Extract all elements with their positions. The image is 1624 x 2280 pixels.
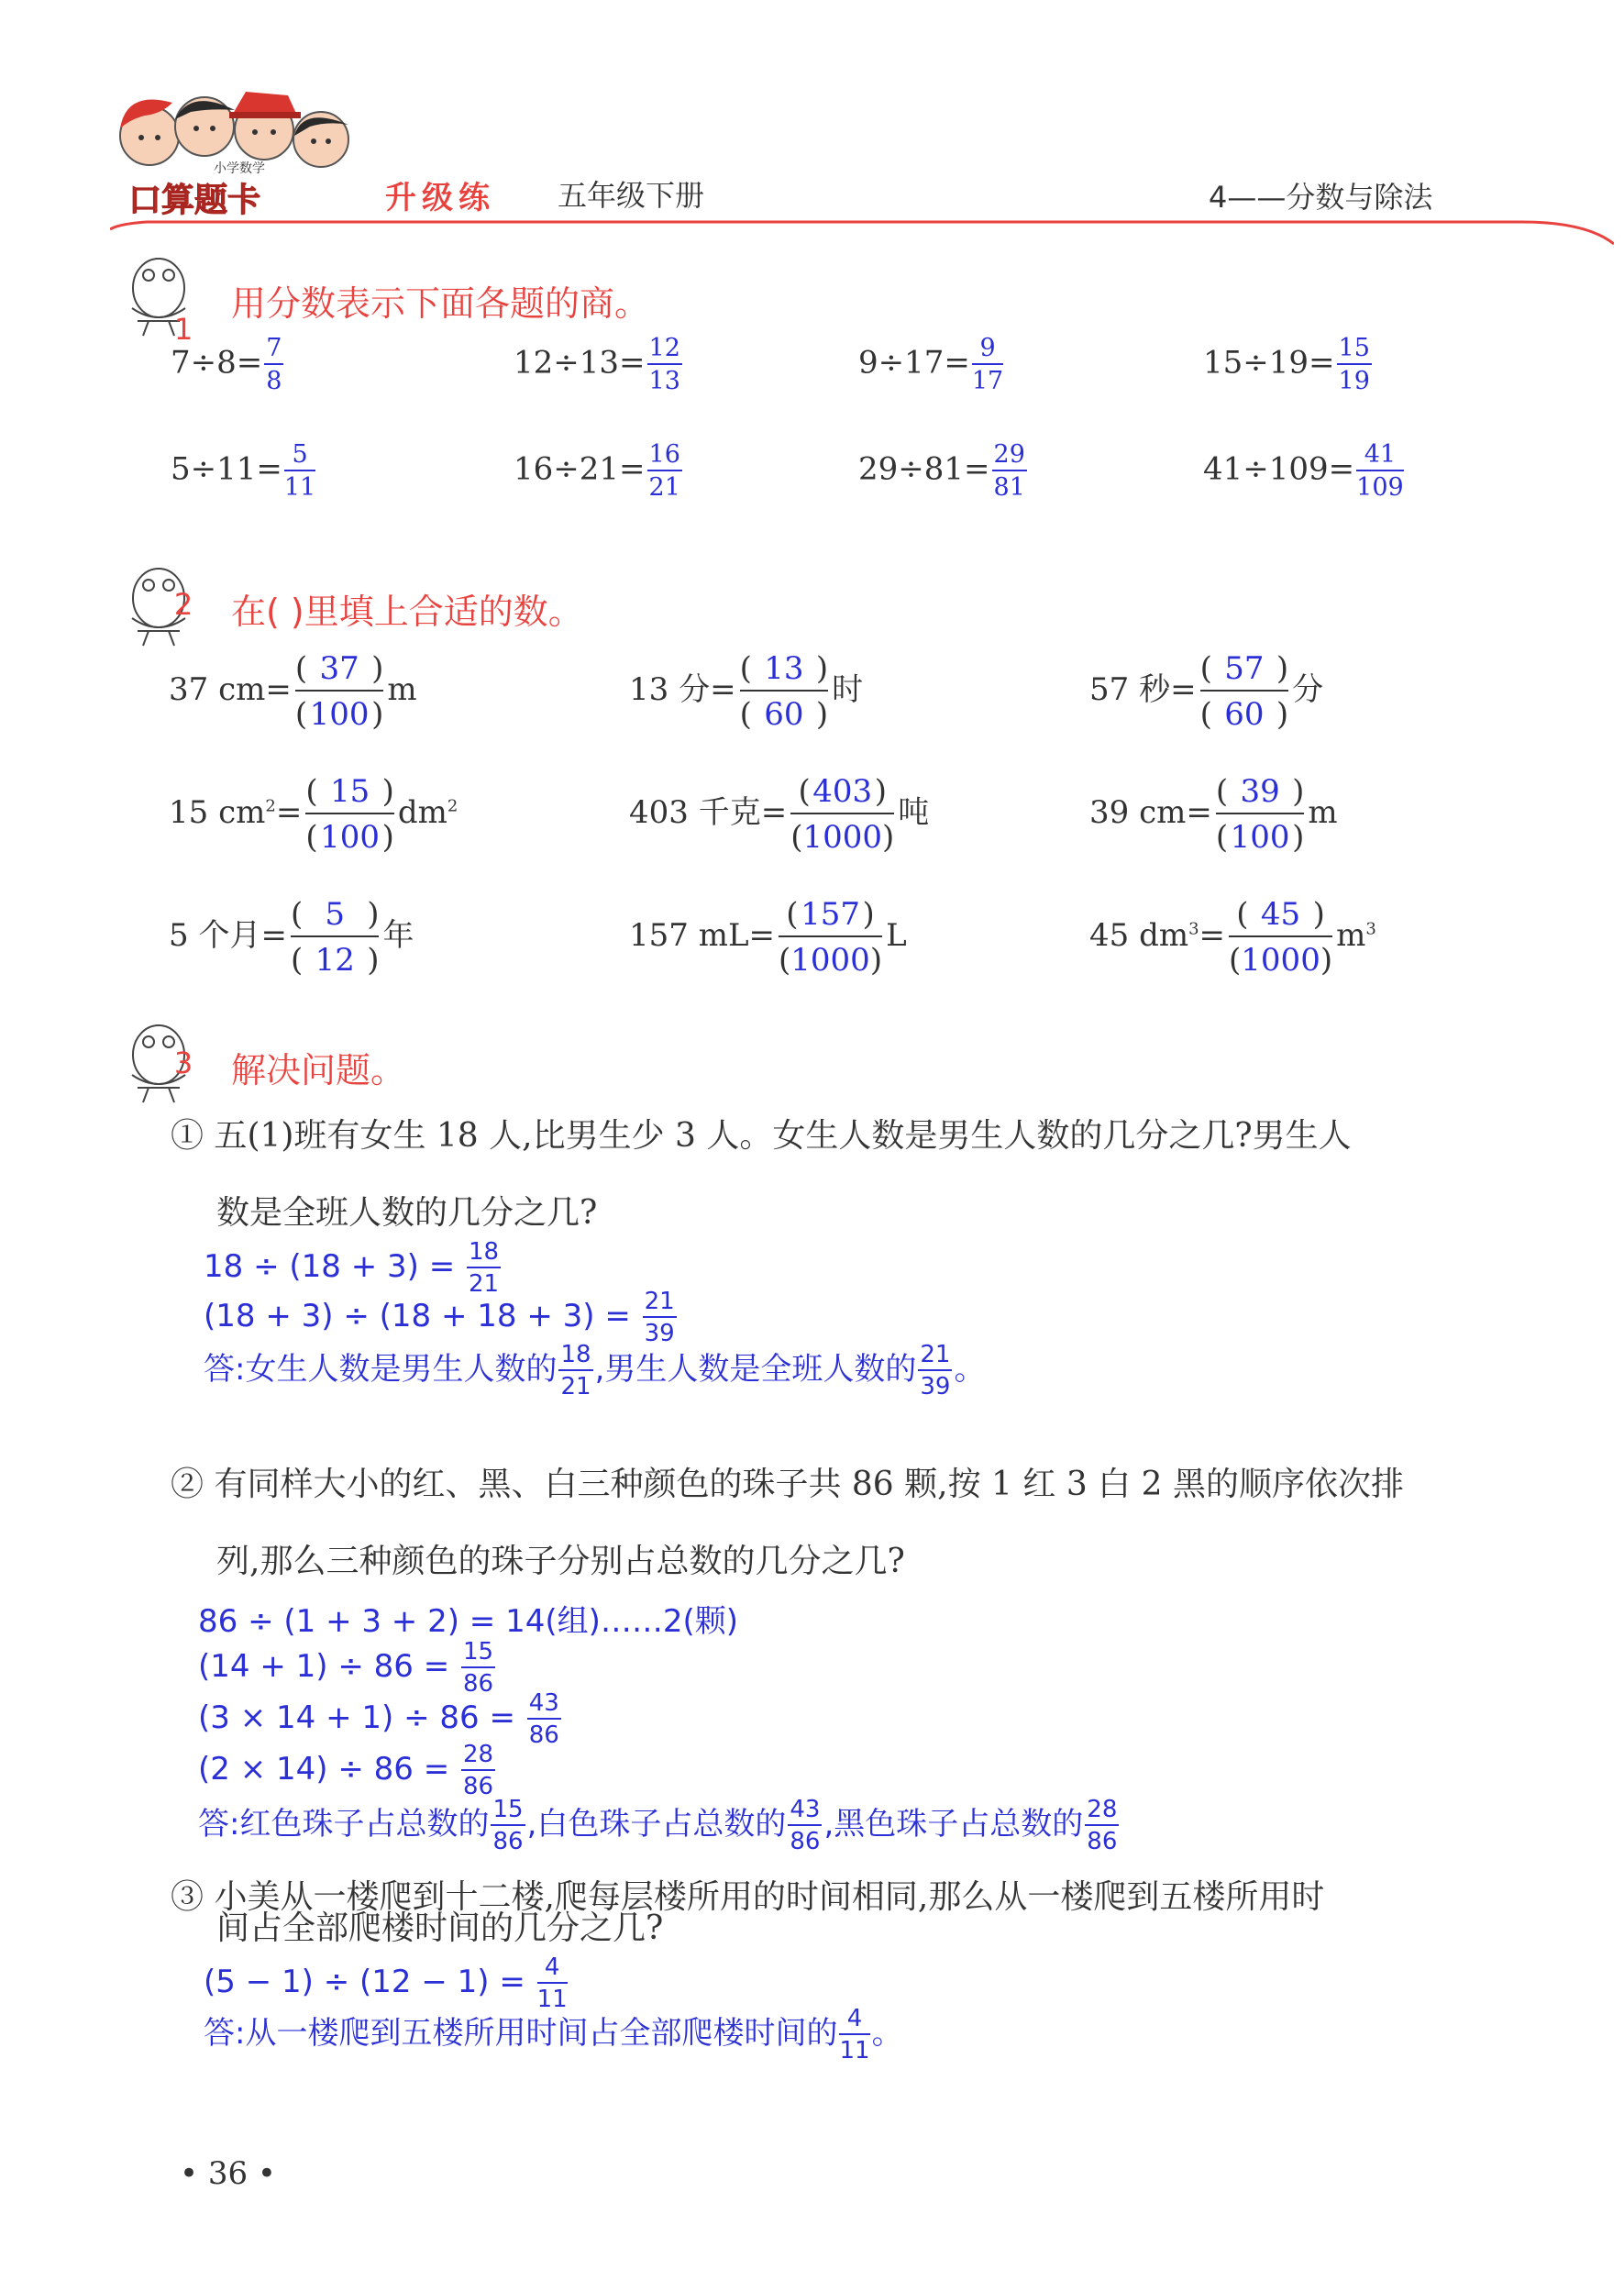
problem-1-work-1: 18 ÷ (18 + 3) = $\frac{18}{21}$ [204, 1238, 500, 1298]
section-number-2: 2 [173, 587, 193, 622]
problem-3-work-1: (5 − 1) ÷ (12 − 1) = $\frac{4}{11}$ [204, 1953, 568, 2013]
problem-3-answer: 答:从一楼爬到五楼所用时间占全部爬楼时间的 $\frac{4}{11}$ 。 [204, 2005, 903, 2064]
conversion-item: 45 $dm^3=$ $\frac{( 45 )}{(1000)}$ $m^3$ [1089, 896, 1376, 979]
grade-label: 五年级下册 [558, 178, 705, 213]
logo-big-text: 口算题卡 [128, 182, 261, 219]
quotient-item: 15÷19= $\frac{15}{19}$ [1203, 334, 1370, 395]
conversion-item: 57 秒= $\frac{( 57 )}{( 60 )}$ 分 [1089, 650, 1324, 733]
problem-1-work-2: (18 + 3) ÷ (18 + 18 + 3) = $\frac{21}{39}$ [204, 1288, 675, 1347]
series-label: 升级练 [385, 180, 495, 216]
quotient-item: 7÷8= $\frac{7}{8}$ [171, 334, 282, 395]
quotient-item: 5÷11= $\frac{5}{11}$ [171, 440, 316, 502]
conversion-item: 39 cm= $\frac{( 39 )}{(100)}$ m [1089, 773, 1338, 856]
section-title-1: 用分数表示下面各题的商。 [231, 283, 650, 324]
conversion-item: 157 mL= $\frac{(157)}{(1000)}$ L [629, 896, 907, 979]
problem-1-text-cont: 数是全班人数的几分之几? [216, 1194, 598, 1232]
page-number: • 36 • [180, 2155, 276, 2192]
section-number-3: 3 [173, 1046, 193, 1080]
problem-3-text: ③ 小美从一楼爬到十二楼,爬每层楼所用的时间相同,那么从一楼爬到五楼所用时 [171, 1878, 1325, 1916]
conversion-item: 403 千克= $\frac{(403)}{(1000)}$ 吨 [629, 773, 930, 856]
logo-small-text: 小学数学 [214, 161, 265, 176]
quotient-item: 29÷81= $\frac{29}{81}$ [858, 440, 1025, 502]
problem-1-answer: 答:女生人数是男生人数的 $\frac{18}{21}$ ,男生人数是全班人数的 $\frac{21}{39}$ 。 [204, 1341, 986, 1400]
book-logo [108, 72, 392, 227]
problem-2-text-cont: 列,那么三种颜色的珠子分别占总数的几分之几? [216, 1543, 905, 1580]
quotient-item: 41÷109= $\frac{41}{109}$ [1203, 440, 1404, 502]
conversion-item: 5 个月= $\frac{( 5 )}{( 12 )}$ 年 [169, 896, 414, 979]
section-title-2: 在( )里填上合适的数。 [231, 592, 583, 632]
conversion-item: 15 $cm^2=$ $\frac{( 15 )}{(100)}$ $dm^2$ [169, 773, 458, 856]
section-number-1: 1 [173, 312, 193, 347]
header-divider [110, 220, 1614, 248]
chapter-label: 4——分数与除法 [1209, 180, 1433, 215]
quotient-item: 16÷21= $\frac{16}{21}$ [514, 440, 680, 502]
problem-2-work-1: 86 ÷ (1 + 3 + 2) = 14(组)……2(颗) [198, 1603, 739, 1640]
problem-3-text-cont: 间占全部爬楼时间的几分之几? [216, 1909, 664, 1947]
problem-2-work-3: (3 × 14 + 1) ÷ 86 = $\frac{43}{86}$ [198, 1689, 559, 1749]
quotient-item: 12÷13= $\frac{12}{13}$ [514, 334, 680, 395]
cartoon-kids-icon [120, 92, 348, 167]
problem-2-text: ② 有同样大小的红、黑、白三种颜色的珠子共 86 颗,按 1 红 3 白 2 黑的顺序依次排 [171, 1466, 1404, 1503]
problem-2-work-4: (2 × 14) ÷ 86 = $\frac{28}{86}$ [198, 1741, 494, 1800]
problem-2-answer: 答:红色珠子占总数的 $\frac{15}{86}$ ,白色珠子占总数的 $\frac{43}{86}$ ,黑色珠子占总数的 $\frac{28}{86}$ [198, 1796, 1118, 1855]
quotient-item: 9÷17= $\frac{9}{17}$ [858, 334, 1004, 395]
problem-2-work-2: (14 + 1) ÷ 86 = $\frac{15}{86}$ [198, 1638, 494, 1698]
conversion-item: 13 分= $\frac{( 13 )}{( 60 )}$ 时 [629, 650, 864, 733]
problem-1-text: ① 五(1)班有女生 18 人,比男生少 3 人。女生人数是男生人数的几分之几?男生人 [171, 1117, 1352, 1155]
section-title-3: 解决问题。 [231, 1050, 406, 1090]
conversion-item: 37 cm= $\frac{( 37 )}{(100)}$ m [169, 650, 417, 733]
